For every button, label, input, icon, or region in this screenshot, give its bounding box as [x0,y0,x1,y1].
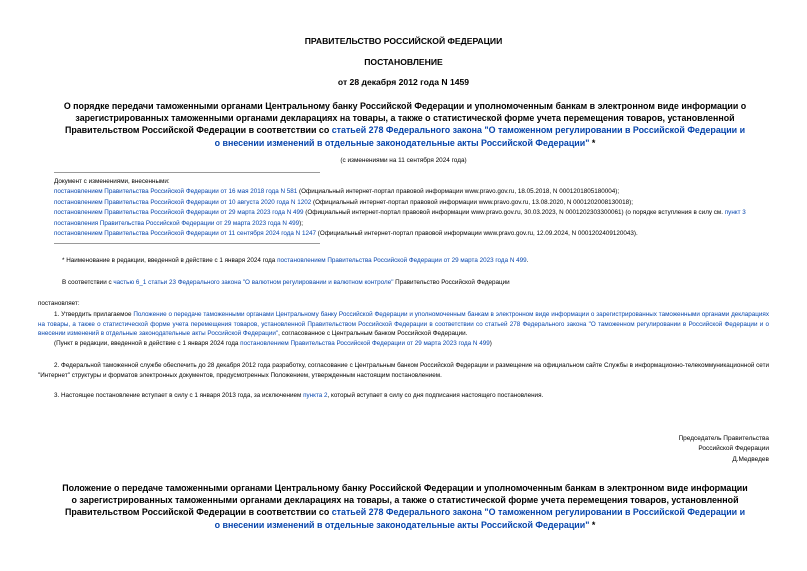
changes-bottom-divider [54,243,320,244]
changes-list [54,177,770,239]
title-footnote [62,256,762,266]
item-3-end: , который вступает в силу со дня подписания настоящего постановления. [327,392,544,399]
changes-item [54,229,770,239]
change-source: (Официальный интернет-портал правовой информации www.pravo.gov.ru, 12.09.2024, N 0001202409120043). [315,230,638,238]
signature-block [678,434,769,465]
change-source-end: ); [299,219,303,227]
accordance-text: В соответствии с [62,279,114,286]
item-2-link[interactable]: пункта 2 [303,392,328,399]
change-link[interactable]: постановлением Правительства Российской Федерации от 16 мая 2018 года N 581 [54,188,298,196]
document-type-heading: ПОСТАНОВЛЕНИЕ [364,57,443,67]
government-heading: ПРАВИТЕЛЬСТВО РОССИЙСКОЙ ФЕДЕРАЦИИ [304,36,503,46]
document-title-text: О порядке передачи таможенными органами Центральному банку Российской Федерации и уполномоченным банкам в электронном виде информации о зарегистрированных таможенными органами декларациях на товары, а также о статистической форме учета перемещения товаров, установленной Правительством Российской Федерации в соответствии со [63,101,747,136]
changes-intro: Документ с изменениями, внесенными: [54,178,170,185]
item-1-paragraph [38,310,769,339]
position-title [62,482,748,531]
change-link[interactable]: постановлением Правительства Российской Федерации от 10 августа 2020 года N 1202 [54,198,312,206]
title-footnote-mark: * [589,137,596,148]
accordance-end: Правительство Российской Федерации [393,279,510,286]
changes-item [54,187,770,197]
signature-position: Председатель Правительства [678,435,769,442]
item-3-text: 3. Настоящее постановление вступает в силу с 1 января 2013 года, за исключением [54,392,304,399]
item-3-paragraph [38,391,769,401]
changes-item [54,208,770,229]
item-2-paragraph: 2. Федеральной таможенной службе обеспечить до 28 декабря 2012 года разработку, согласование с Центральным банком Российской Федерации и размещение на официальном сайте Службы в информационно-телекоммуникационной сети "Интернет" структуры и форматов электронных документов, предусмотренных Положением, утвержденным настоящим постановлением. [38,362,769,379]
change-link[interactable]: постановлением Правительства Российской Федерации от 29 марта 2023 года N 499 [54,209,304,217]
signature-organization: Российской Федерации [698,445,769,453]
edit-note-end: ) [489,340,492,347]
footnote-text: * Наименование в редакции, введенной в действие с 1 января 2024 года [62,257,278,264]
changes-item [54,198,770,208]
item-1-edit-note [54,339,769,349]
document-date-number: от 28 декабря 2012 года N 1459 [337,77,470,87]
change-link[interactable]: постановлением Правительства Российской Федерации от 11 сентября 2024 года N 1247 [54,230,316,238]
item-1-end: , согласованное с Центральным банком Российской Федерации. [278,330,468,338]
position-footnote-mark: * [589,519,596,530]
footnote-link[interactable]: постановлением Правительства Российской Федерации от 29 марта 2023 года N 499 [277,257,527,264]
position-link[interactable]: Положение о передаче таможенными органами Центральному банку Российской Федерации и уполномоченным банкам в электронном виде информации о зарегистрированных таможенными органами декларациях на товары, а также о статистической форме учета перемещения товаров, установленной Правительством Российской Федерации в соответствии со статьей 278 Федерального закона "О таможенном регулировании в Российской Федерации и о внесении изменений в отдельные законодательные акты Российской Федерации" [38,311,769,338]
accordance-paragraph [62,278,762,288]
edit-note-link[interactable]: постановлением Правительства Российской Федерации от 29 марта 2023 года N 499 [240,340,490,347]
document-title [62,100,748,149]
item-1-text: 1. Утвердить прилагаемое [54,311,134,318]
position-title-text: Положение о передаче таможенными органами Центральному банку Российской Федерации и уполномоченным банкам в электронном виде информации о зарегистрированных таможенными органами декларациях на товары, а также о статистической форме учета перемещения товаров, установленной Правительством Российской Федерации в соответствии со [62,483,748,518]
change-source: (Официальный интернет-портал правовой информации www.pravo.gov.ru, 13.08.2020, N 0001202008130018); [311,198,634,206]
title-law-link[interactable]: статьей 278 Федерального закона "О таможенном регулировании в Российской Федерации и о внесении изменений в отдельные законодательные акты Российской Федерации" [214,125,746,148]
changes-note: (с изменениями на 11 сентября 2024 года) [340,157,467,164]
signature-name: Д.Медведев [732,455,769,463]
edit-note-text: (Пункт в редакции, введенной в действие с 1 января 2024 года [54,340,241,347]
changes-top-divider [54,172,320,173]
change-source: (Официальный интернет-портал правовой информации www.pravo.gov.ru, 18.05.2018, N 0001201805180004); [297,188,620,196]
position-law-link[interactable]: статьей 278 Федерального закона "О таможенном регулировании в Российской Федерации и о внесении изменений в отдельные законодательные акты Российской Федерации" [214,507,746,530]
change-entry-link[interactable]: пункт 3 постановления Правительства Российской Федерации от 29 марта 2023 года N 499 [54,209,746,227]
change-source: (Официальный интернет-портал правовой информации www.pravo.gov.ru, 30.03.2023, N 0001202303300061) (о порядке вступления в силу см. [303,209,725,217]
footnote-end: . [526,257,529,264]
decrees-word: постановляет: [38,300,80,307]
accordance-law-link[interactable]: частью 6_1 статьи 23 Федерального закона "О валютном регулировании и валютном контроле" [113,279,394,286]
